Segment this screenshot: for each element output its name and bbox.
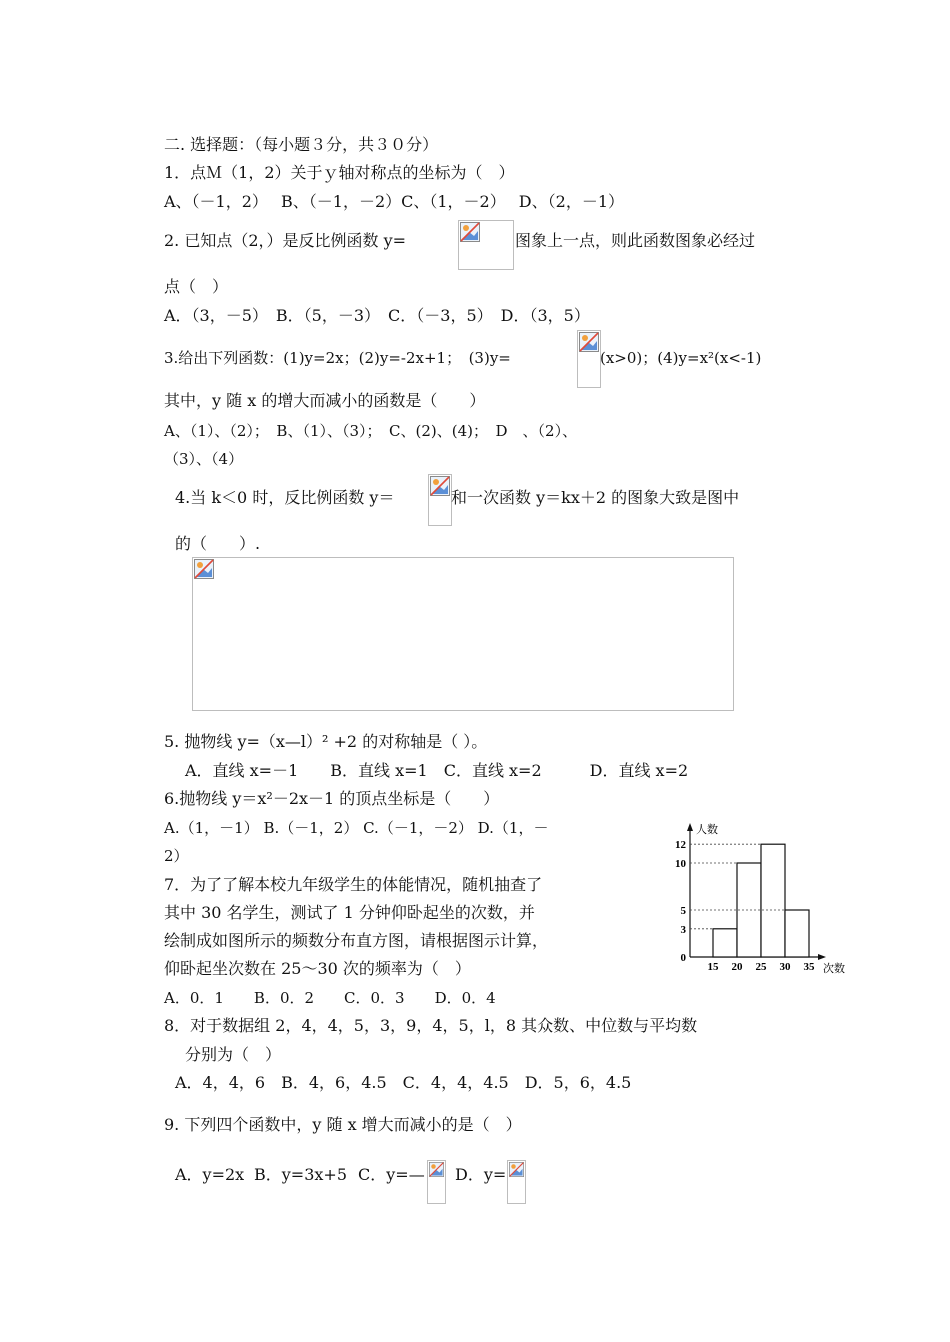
q8-stem-b: 分别为（ ） <box>185 1045 282 1064</box>
histogram-bar <box>785 910 809 957</box>
q4-stem-b: 和一次函数 y＝kx＋2 的图象大致是图中 <box>451 488 740 507</box>
q9-option-c: C．y=— <box>358 1165 425 1184</box>
q2-stem-c: 点（ ） <box>164 277 229 296</box>
q1-stem: 1．点Ｍ（1，2）关于ｙ轴对称点的坐标为（ ） <box>164 163 515 182</box>
q7-options: A．0．1 B．0．2 C．0．3 D．0．4 <box>164 989 496 1007</box>
q3-stem-a: 3.给出下列函数：(1)y=2x；(2)y=-2x+1； (3)y= <box>164 349 511 367</box>
q9-option-b: B．y=3x+5 <box>254 1165 347 1184</box>
y-tick-label: 0 <box>680 952 686 964</box>
x-tick-label: 35 <box>803 961 815 973</box>
x-axis-label: 次数 <box>823 963 845 975</box>
q1-options: A、（－1，2） B、（－1，－2）C、（1，－2） D、（2，－1） <box>164 192 624 211</box>
q5-stem: 5. 抛物线 y=（x—l）² +2 的对称轴是（ ）。 <box>164 732 488 751</box>
q6-stem: 6.抛物线 y＝x²－2x－1 的顶点坐标是（ ） <box>164 789 500 808</box>
broken-image-icon <box>460 222 480 242</box>
broken-image-icon <box>429 1162 444 1177</box>
section-title: 二. 选择题：（每小题３分，共３０分） <box>164 135 439 154</box>
y-tick-label: 10 <box>675 858 686 870</box>
q5-options: A．直线 x=－1 B．直线 x=1 C．直线 x=2 D．直线 x=2 <box>185 761 689 780</box>
q3-options-a: A、（1）、（2）； B、（1）、（3）； C、(2)、(4)； D 、（2）、 <box>164 422 578 440</box>
y-tick-label: 3 <box>680 923 686 936</box>
y-axis-label: 人数 <box>696 824 718 836</box>
q4-stem-c: 的（ ）. <box>175 534 261 553</box>
frequency-histogram <box>660 815 860 980</box>
q2-options: A．（3，－5） B．（5，－3） C．（－3，5） D．（3，5） <box>164 306 590 325</box>
q7-line-4: 仰卧起坐次数在 25～30 次的频率为（ ） <box>164 959 471 978</box>
x-tick-label: 15 <box>707 961 719 973</box>
broken-image-icon <box>579 332 599 352</box>
broken-image-icon <box>509 1162 524 1177</box>
y-tick-label: 12 <box>675 839 686 852</box>
q7-line-1: 7．为了了解本校九年级学生的体能情况，随机抽查了 <box>164 875 543 894</box>
q2-formula-image <box>458 220 514 270</box>
histogram-bar <box>713 929 737 957</box>
q9-option-d: D．y= <box>455 1165 507 1184</box>
x-tick-label: 30 <box>779 961 791 973</box>
q3-options-b: （3）、（4） <box>164 450 244 468</box>
q9-option-c-formula-image <box>427 1160 446 1204</box>
q9-option-a: A．y=2x <box>175 1165 245 1184</box>
q7-line-3: 绘制成如图所示的频数分布直方图，请根据图示计算， <box>164 931 549 950</box>
q2-stem-a: 2. 已知点（2，）是反比例函数 y= <box>164 231 407 250</box>
q3-stem-b: (x>0)；(4)y=x²(x<-1) <box>600 349 762 367</box>
q4-graphs-image <box>192 557 734 711</box>
q6-options-b: 2） <box>164 847 189 865</box>
broken-image-icon <box>194 559 214 579</box>
q4-stem-a: 4.当 k＜0 时，反比例函数 y＝ <box>175 488 395 507</box>
q2-stem-b: 图象上一点，则此函数图象必经过 <box>515 231 756 250</box>
y-tick-label: 5 <box>680 905 686 917</box>
x-tick-label: 20 <box>731 961 743 973</box>
q7-line-2: 其中 30 名学生，测试了 1 分钟仰卧起坐的次数，并 <box>164 903 535 922</box>
q8-stem-a: 8．对于数据组 2，4，4，5，3，9，4，5，l，8 其众数、中位数与平均数 <box>164 1016 698 1035</box>
q9-option-d-formula-image <box>507 1160 526 1204</box>
histogram-bar <box>761 844 785 957</box>
q3-formula-image <box>577 330 601 388</box>
q6-options-a: A.（1，－1） B.（－1，2） C.（－1，－2） D.（1，－ <box>164 819 549 837</box>
q3-stem-c: 其中，y 随 x 的增大而减小的函数是（ ） <box>164 391 486 410</box>
x-tick-label: 25 <box>755 961 767 973</box>
q9-stem: 9. 下列四个函数中，y 随 x 增大而减小的是（ ） <box>164 1115 522 1134</box>
histogram-bar <box>737 863 761 957</box>
q4-formula-image <box>428 474 452 526</box>
broken-image-icon <box>430 476 450 496</box>
q8-options: A．4，4，6 B．4，6，4.5 C．4，4，4.5 D．5，6，4.5 <box>175 1073 632 1092</box>
